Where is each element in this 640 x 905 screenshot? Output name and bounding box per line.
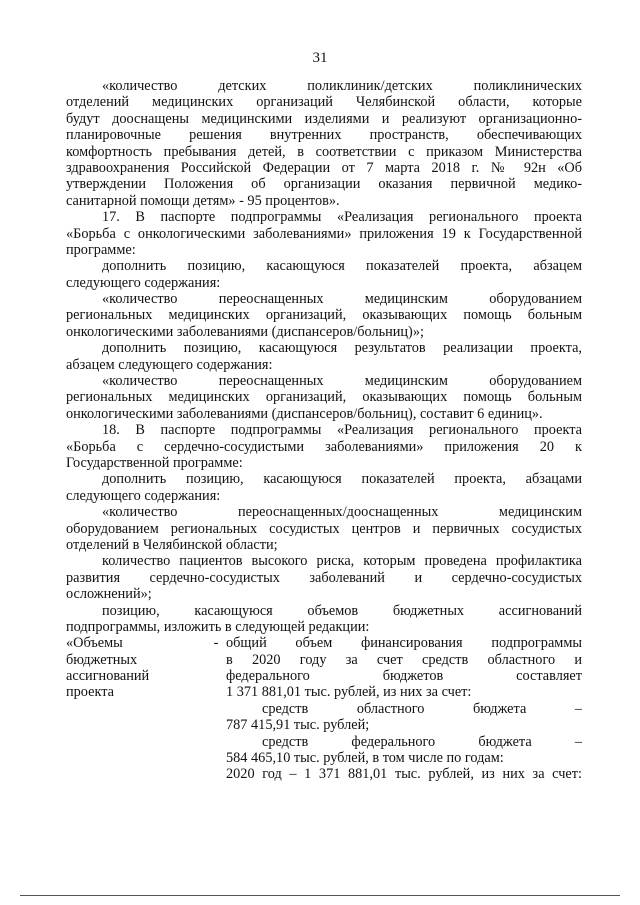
budget-value-line: 1 371 881,01 тыс. рублей, из них за счет: bbox=[226, 684, 472, 701]
budget-label-line: бюджетных bbox=[66, 651, 138, 668]
budget-value-line: средств федерального бюджета – bbox=[262, 733, 582, 750]
text-line: дополнить позицию, касающуюся показателей проекта, абзацами bbox=[102, 471, 582, 488]
text-line: комфортность пребывания детей, в соответствии с приказом Министерства bbox=[66, 143, 582, 160]
text-line: позицию, касающуюся объемов бюджетных ассигнований bbox=[102, 602, 582, 619]
text-line: «количество переоснащенных медицинским оборудованием bbox=[102, 291, 582, 308]
paragraphs bbox=[66, 78, 582, 635]
text-line: дополнить позицию, касающуюся показателей проекта, абзацем bbox=[102, 258, 582, 275]
text-line: «количество переоснащенных медицинским оборудованием bbox=[102, 373, 582, 390]
text-line: Государственной программе: bbox=[66, 454, 243, 471]
text-line: «количество детских поликлиник/детских поликлинических bbox=[102, 78, 582, 94]
text-line: будут дооснащены медицинскими изделиями и реализуют организационно- bbox=[66, 110, 582, 127]
budget-table bbox=[66, 635, 582, 783]
text-line: планировочные решения внутренних пространств, обеспечивающих bbox=[66, 127, 582, 144]
budget-table-dash: - bbox=[213, 635, 219, 652]
text-line: следующего содержания: bbox=[66, 274, 221, 291]
text-line: онкологическими заболеваниями (диспансеров/больниц), составит 6 единиц». bbox=[66, 405, 543, 422]
text-line: 17. В паспорте подпрограммы «Реализация регионального проекта bbox=[102, 209, 582, 226]
budget-value-line: 787 415,91 тыс. рублей; bbox=[226, 717, 370, 734]
budget-table-label bbox=[66, 635, 206, 783]
text-line: отделений медицинских организаций Челябинской области, которые bbox=[66, 94, 582, 111]
budget-label-line: «Объемы bbox=[66, 635, 123, 652]
text-line: здравоохранения Российской Федерации от 7 марта 2018 г. № 92н «Об bbox=[66, 159, 582, 176]
text-line: утверждении Положения об организации оказания первичной медико- bbox=[66, 176, 582, 193]
text-line: санитарной помощи детям» - 95 процентов». bbox=[66, 192, 340, 209]
text-line: 18. В паспорте подпрограммы «Реализация регионального проекта bbox=[102, 422, 582, 439]
text-line: следующего содержания: bbox=[66, 487, 221, 504]
text-line: «Борьба с онкологическими заболеваниями» приложения 19 к Государственной bbox=[66, 225, 582, 242]
text-line: программе: bbox=[66, 241, 136, 258]
budget-value-line: 2020 год – 1 371 881,01 тыс. рублей, из них за счет: bbox=[226, 766, 582, 783]
budget-label-line: ассигнований bbox=[66, 668, 150, 685]
text-line: отделений в Челябинской области; bbox=[66, 536, 278, 553]
text-line: количество пациентов высокого риска, которым проведена профилактика bbox=[102, 553, 582, 570]
text-line: абзацем следующего содержания: bbox=[66, 356, 273, 373]
page-number: 31 bbox=[312, 50, 328, 66]
text-line: региональных медицинских организаций, оказывающих помощь больным bbox=[66, 389, 582, 406]
text-line: подпрограммы, изложить в следующей редакции: bbox=[66, 618, 370, 635]
text-line: дополнить позицию, касающуюся результатов реализации проекта, bbox=[102, 340, 582, 357]
budget-table-value bbox=[226, 635, 582, 783]
bottom-divider bbox=[20, 895, 620, 896]
budget-value-line: 584 465,10 тыс. рублей, в том числе по годам: bbox=[226, 750, 504, 767]
budget-value-line: общий объем финансирования подпрограммы bbox=[226, 635, 582, 652]
document-body bbox=[66, 78, 582, 783]
budget-value-line: федерального бюджетов составляет bbox=[226, 668, 582, 685]
text-line: региональных медицинских организаций, оказывающих помощь больным bbox=[66, 307, 582, 324]
text-line: онкологическими заболеваниями (диспансеров/больниц)»; bbox=[66, 323, 424, 340]
text-line: оборудованием региональных сосудистых центров и первичных сосудистых bbox=[66, 520, 582, 537]
text-line: осложнений»; bbox=[66, 586, 152, 603]
budget-label-line: проекта bbox=[66, 684, 114, 701]
budget-value-line: в 2020 году за счет средств областного и bbox=[226, 651, 582, 668]
text-line: «Борьба с сердечно-сосудистыми заболеваниями» приложения 20 к bbox=[66, 438, 582, 455]
text-line: «количество переоснащенных/дооснащенных медицинским bbox=[102, 504, 582, 521]
budget-value-line: средств областного бюджета – bbox=[262, 700, 582, 717]
text-line: развития сердечно-сосудистых заболеваний и сердечно-сосудистых bbox=[66, 569, 582, 586]
